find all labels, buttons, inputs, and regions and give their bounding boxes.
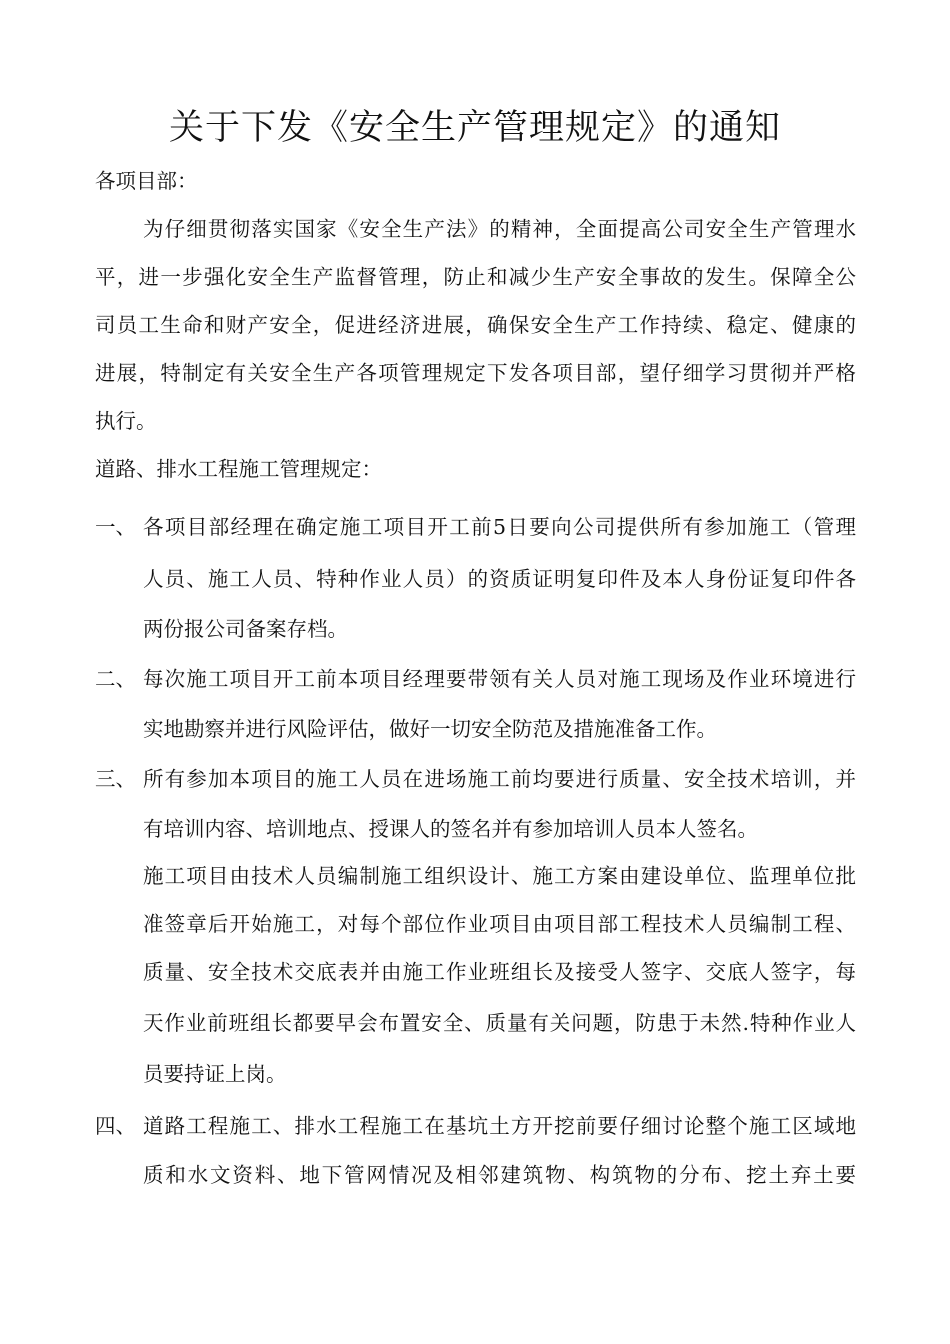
item-line: 每次施工项目开工前本项目经理要带领有关人员对施工现场及作业环境进行: [143, 667, 856, 691]
item-line: 质和水文资料、地下管网情况及相邻建筑物、构筑物的分布、挖土弃土要: [143, 1163, 856, 1187]
item-line: 所有参加本项目的施工人员在进场施工前均要进行质量、安全技术培训，并: [143, 767, 856, 791]
continuation-line: 天作业前班组长都要早会布置安全、质量有关问题，防患于未然.特种作业人: [143, 1011, 856, 1035]
intro-line: 执行。: [95, 409, 157, 433]
intro-line: 为仔细贯彻落实国家《安全生产法》的精神，全面提高公司安全生产管理水: [143, 217, 856, 241]
item-marker: 二、: [95, 667, 136, 691]
intro-line: 平，进一步强化安全生产监督管理，防止和减少生产安全事故的发生。保障全公: [95, 265, 856, 289]
item-marker: 三、: [95, 767, 136, 791]
continuation-line: 施工项目由技术人员编制施工组织设计、施工方案由建设单位、监理单位批: [143, 864, 856, 888]
item-marker: 四、: [95, 1114, 136, 1138]
document-title: 关于下发《安全生产管理规定》的通知: [168, 108, 781, 148]
item-line: 道路工程施工、排水工程施工在基坑土方开挖前要仔细讨论整个施工区域地: [143, 1114, 856, 1138]
section-heading: 道路、排水工程施工管理规定：: [95, 457, 382, 481]
salutation: 各项目部：: [95, 169, 198, 193]
item-line: 各项目部经理在确定施工项目开工前5日要向公司提供所有参加施工（管理: [143, 515, 856, 539]
intro-line: 进展，特制定有关安全生产各项管理规定下发各项目部，望仔细学习贯彻并严格: [95, 361, 856, 385]
continuation-line: 员要持证上岗。: [143, 1062, 287, 1086]
item-line: 两份报公司备案存档。: [143, 617, 348, 641]
item-marker: 一、: [95, 515, 136, 539]
item-line: 实地勘察并进行风险评估，做好一切安全防范及措施准备工作。: [143, 717, 717, 741]
continuation-line: 准签章后开始施工，对每个部位作业项目由项目部工程技术人员编制工程、: [143, 912, 856, 936]
intro-line: 司员工生命和财产安全，促进经济进展，确保安全生产工作持续、稳定、健康的: [95, 313, 856, 337]
item-line: 人员、施工人员、特种作业人员）的资质证明复印件及本人身份证复印件各: [143, 567, 856, 591]
continuation-line: 质量、安全技术交底表并由施工作业班组长及接受人签字、交底人签字，每: [143, 960, 856, 984]
item-line: 有培训内容、培训地点、授课人的签名并有参加培训人员本人签名。: [143, 817, 758, 841]
